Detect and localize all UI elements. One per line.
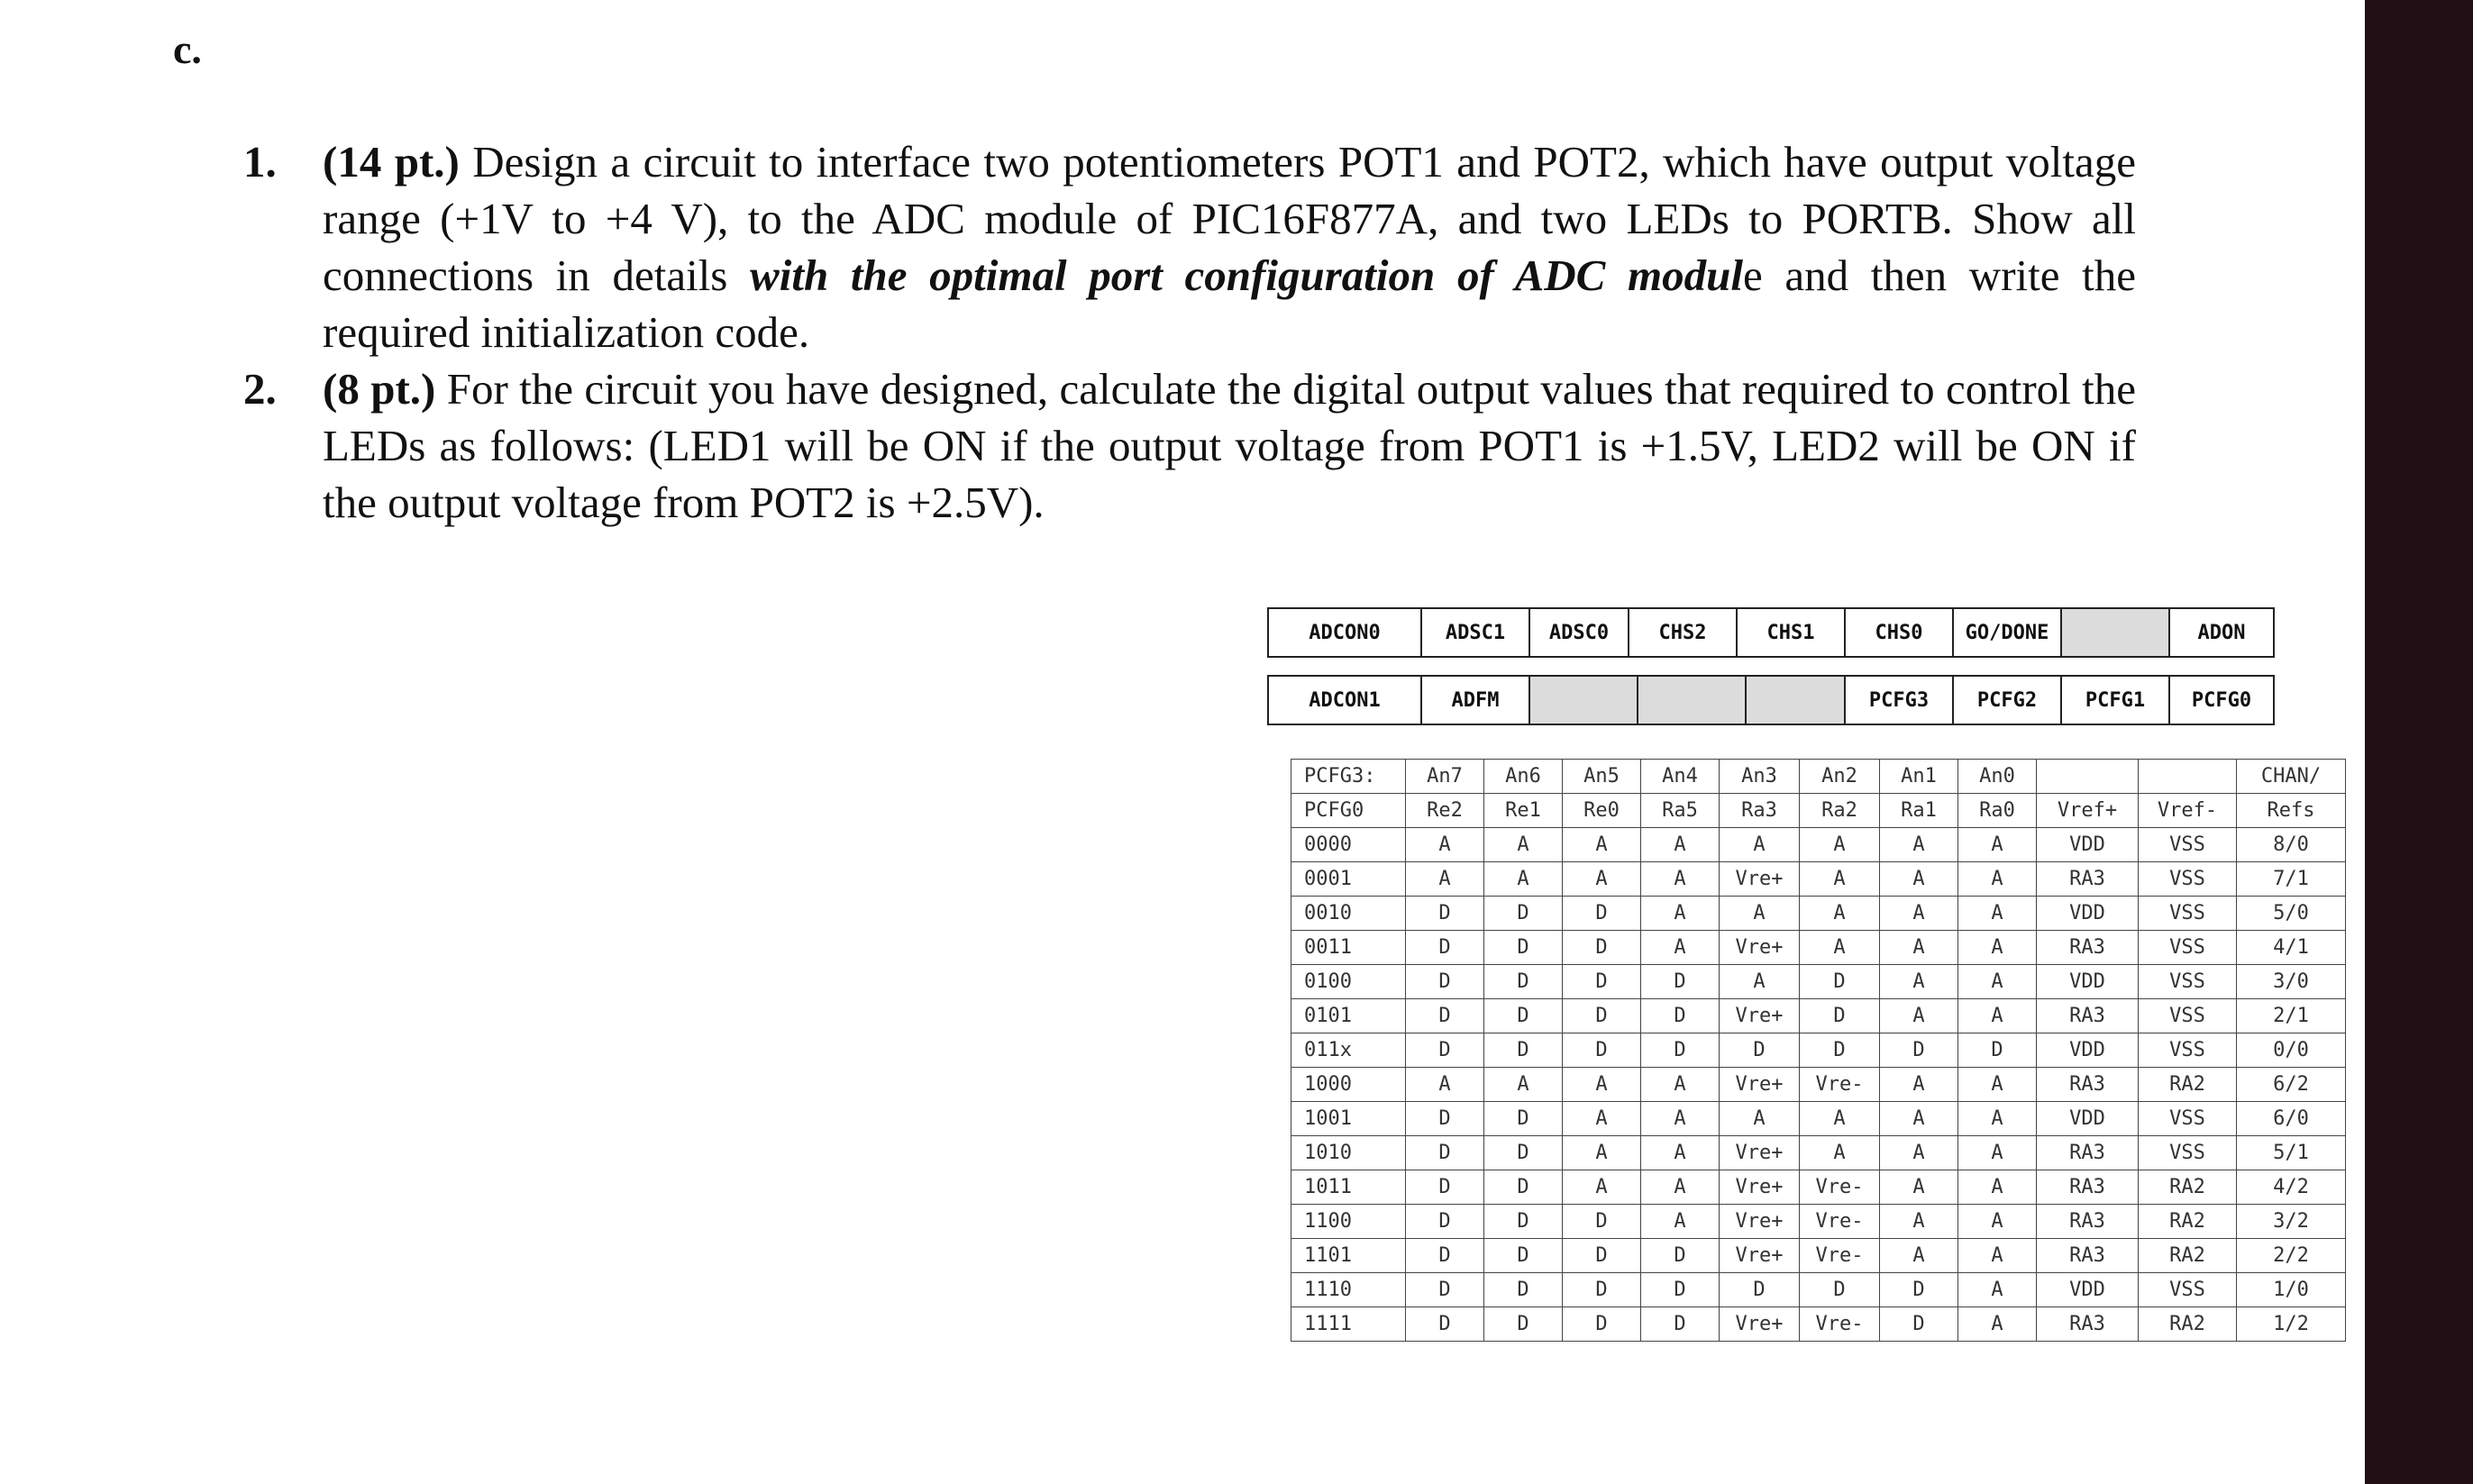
- table-cell: A: [1800, 828, 1880, 862]
- table-cell: A: [1406, 828, 1484, 862]
- table-row: [1291, 1307, 2346, 1342]
- table-cell: A: [1720, 897, 1800, 931]
- table-cell: VSS: [2139, 897, 2237, 931]
- table-cell: Vre+: [1720, 1136, 1800, 1170]
- register-cell: ADSC0: [1529, 608, 1629, 657]
- table-cell: D: [1641, 965, 1720, 999]
- table-cell: D: [1484, 1170, 1563, 1205]
- table-cell: VDD: [2037, 897, 2139, 931]
- table-cell: 3/0: [2237, 965, 2346, 999]
- table-cell: 0011: [1291, 931, 1406, 965]
- register-cell: PCFG1: [2061, 676, 2169, 724]
- table-cell: A: [1880, 862, 1958, 897]
- table-row: [1291, 897, 2346, 931]
- table-row: [1291, 1273, 2346, 1307]
- table-cell: D: [1880, 1033, 1958, 1068]
- table-cell: 1111: [1291, 1307, 1406, 1342]
- table-cell: D: [1880, 1307, 1958, 1342]
- table-header-cell: An3: [1720, 760, 1800, 794]
- question-points: (14 pt.): [323, 137, 460, 187]
- table-header-cell: An7: [1406, 760, 1484, 794]
- register-cell: CHS1: [1737, 608, 1845, 657]
- table-cell: A: [1800, 1102, 1880, 1136]
- table-cell: Vre-: [1800, 1068, 1880, 1102]
- table-cell: A: [1880, 1068, 1958, 1102]
- table-cell: 4/1: [2237, 931, 2346, 965]
- register-cell: PCFG0: [2169, 676, 2274, 724]
- table-cell: A: [1641, 931, 1720, 965]
- table-cell: 0010: [1291, 897, 1406, 931]
- table-cell: RA3: [2037, 862, 2139, 897]
- table-cell: D: [1563, 1307, 1641, 1342]
- table-cell: D: [1406, 897, 1484, 931]
- table-cell: A: [1800, 931, 1880, 965]
- table-cell: Vre+: [1720, 1068, 1800, 1102]
- table-cell: Vre+: [1720, 1170, 1800, 1205]
- table-cell: 0100: [1291, 965, 1406, 999]
- table-row: [1291, 965, 2346, 999]
- table-cell: 1100: [1291, 1205, 1406, 1239]
- table-row: [1291, 999, 2346, 1033]
- table-cell: 0/0: [2237, 1033, 2346, 1068]
- table-header-cell: Re1: [1484, 794, 1563, 828]
- question-number: 1.: [243, 137, 277, 187]
- table-cell: RA3: [2037, 931, 2139, 965]
- table-cell: Vre+: [1720, 931, 1800, 965]
- table-cell: A: [1880, 1205, 1958, 1239]
- table-cell: D: [1406, 999, 1484, 1033]
- table-cell: A: [1641, 828, 1720, 862]
- table-cell: D: [1406, 1170, 1484, 1205]
- table-header-cell: Ra2: [1800, 794, 1880, 828]
- table-row: [1291, 931, 2346, 965]
- table-cell: 4/2: [2237, 1170, 2346, 1205]
- table-cell: D: [1800, 1273, 1880, 1307]
- table-cell: A: [1641, 1170, 1720, 1205]
- table-cell: A: [1563, 1102, 1641, 1136]
- table-cell: VDD: [2037, 1033, 2139, 1068]
- table-header-cell: Refs: [2237, 794, 2346, 828]
- table-cell: D: [1880, 1273, 1958, 1307]
- table-cell: RA3: [2037, 1068, 2139, 1102]
- table-cell: RA3: [2037, 999, 2139, 1033]
- table-cell: 5/0: [2237, 897, 2346, 931]
- register-cell-unused: [1529, 676, 1638, 724]
- question-emphasis: with the optimal port configuration of ADC modul: [750, 250, 1743, 300]
- table-cell: A: [1958, 965, 2037, 999]
- table-row: [1291, 1033, 2346, 1068]
- table-cell: D: [1484, 1307, 1563, 1342]
- table-header-cell: Vref+: [2037, 794, 2139, 828]
- table-cell: 1/0: [2237, 1273, 2346, 1307]
- table-cell: 1011: [1291, 1170, 1406, 1205]
- table-cell: VDD: [2037, 828, 2139, 862]
- table-cell: D: [1406, 1136, 1484, 1170]
- table-cell: VSS: [2139, 965, 2237, 999]
- table-cell: A: [1800, 897, 1880, 931]
- table-cell: A: [1880, 931, 1958, 965]
- table-cell: 1101: [1291, 1239, 1406, 1273]
- table-cell: D: [1484, 1033, 1563, 1068]
- table-cell: D: [1406, 931, 1484, 965]
- register-cell: ADCON1: [1268, 676, 1421, 724]
- table-cell: Vre-: [1800, 1170, 1880, 1205]
- table-cell: A: [1958, 1170, 2037, 1205]
- table-cell: A: [1958, 1307, 2037, 1342]
- table-cell: RA3: [2037, 1205, 2139, 1239]
- table-cell: A: [1958, 828, 2037, 862]
- register-cell: PCFG3: [1845, 676, 1953, 724]
- table-cell: A: [1641, 862, 1720, 897]
- table-cell: A: [1958, 897, 2037, 931]
- question-1: [243, 133, 2136, 360]
- table-row: [1291, 862, 2346, 897]
- table-cell: A: [1880, 999, 1958, 1033]
- table-cell: D: [1484, 931, 1563, 965]
- table-row: [1291, 1205, 2346, 1239]
- table-cell: D: [1484, 1205, 1563, 1239]
- table-cell: D: [1641, 1033, 1720, 1068]
- table-header-cell: An5: [1563, 760, 1641, 794]
- table-cell: VSS: [2139, 1136, 2237, 1170]
- table-cell: D: [1563, 1033, 1641, 1068]
- table-cell: D: [1563, 931, 1641, 965]
- table-cell: A: [1800, 862, 1880, 897]
- table-header-cell: An1: [1880, 760, 1958, 794]
- table-cell: 1001: [1291, 1102, 1406, 1136]
- table-row: [1291, 1068, 2346, 1102]
- table-cell: D: [1641, 1273, 1720, 1307]
- table-cell: D: [1406, 1273, 1484, 1307]
- question-number: 2.: [243, 364, 277, 414]
- table-cell: D: [1720, 1273, 1800, 1307]
- table-cell: RA2: [2139, 1205, 2237, 1239]
- table-cell: A: [1720, 1102, 1800, 1136]
- table-cell: 2/2: [2237, 1239, 2346, 1273]
- table-cell: A: [1406, 862, 1484, 897]
- table-cell: A: [1641, 1102, 1720, 1136]
- table-cell: A: [1958, 1102, 2037, 1136]
- question-list: [243, 133, 2136, 531]
- table-cell: VSS: [2139, 999, 2237, 1033]
- table-cell: A: [1484, 1068, 1563, 1102]
- register-cell: ADCON0: [1268, 608, 1421, 657]
- table-row: [1291, 1170, 2346, 1205]
- table-cell: D: [1563, 1205, 1641, 1239]
- table-cell: Vre+: [1720, 1205, 1800, 1239]
- table-cell: 1/2: [2237, 1307, 2346, 1342]
- register-cell: ADFM: [1421, 676, 1529, 724]
- table-cell: A: [1880, 965, 1958, 999]
- table-cell: D: [1484, 999, 1563, 1033]
- table-cell: D: [1484, 897, 1563, 931]
- table-cell: A: [1958, 1205, 2037, 1239]
- table-cell: A: [1563, 1068, 1641, 1102]
- register-cell: CHS2: [1629, 608, 1737, 657]
- table-cell: 6/2: [2237, 1068, 2346, 1102]
- table-cell: VSS: [2139, 862, 2237, 897]
- adcon0-register: [1267, 607, 2275, 658]
- table-cell: 011x: [1291, 1033, 1406, 1068]
- table-row: [1291, 1239, 2346, 1273]
- table-header-cell: An6: [1484, 760, 1563, 794]
- table-cell: A: [1563, 828, 1641, 862]
- table-cell: 0001: [1291, 862, 1406, 897]
- question-text: [323, 133, 2136, 360]
- table-cell: A: [1720, 828, 1800, 862]
- table-cell: A: [1958, 931, 2037, 965]
- table-cell: A: [1880, 1136, 1958, 1170]
- table-cell: A: [1880, 1239, 1958, 1273]
- table-cell: Vre+: [1720, 862, 1800, 897]
- register-cell-unused: [2061, 608, 2169, 657]
- pcfg-configuration-table: [1291, 759, 2346, 1342]
- section-label: c.: [173, 26, 202, 72]
- table-cell: VSS: [2139, 1033, 2237, 1068]
- table-header-cell: An2: [1800, 760, 1880, 794]
- table-cell: A: [1958, 999, 2037, 1033]
- table-cell: RA2: [2139, 1068, 2237, 1102]
- table-cell: VSS: [2139, 1102, 2237, 1136]
- table-cell: 1010: [1291, 1136, 1406, 1170]
- table-header-cell: Ra0: [1958, 794, 2037, 828]
- table-cell: 1000: [1291, 1068, 1406, 1102]
- table-header-cell: [2139, 760, 2237, 794]
- table-header-cell: PCFG0: [1291, 794, 1406, 828]
- table-cell: A: [1484, 862, 1563, 897]
- table-cell: D: [1563, 965, 1641, 999]
- question-text: [323, 360, 2136, 531]
- table-cell: D: [1484, 965, 1563, 999]
- table-cell: A: [1880, 1102, 1958, 1136]
- dark-side-bar: [2365, 0, 2473, 1484]
- table-cell: A: [1641, 1136, 1720, 1170]
- table-cell: VSS: [2139, 931, 2237, 965]
- table-cell: D: [1800, 999, 1880, 1033]
- table-cell: D: [1641, 1239, 1720, 1273]
- register-cell: PCFG2: [1953, 676, 2061, 724]
- register-cell-unused: [1746, 676, 1845, 724]
- table-cell: VDD: [2037, 965, 2139, 999]
- register-cell: ADSC1: [1421, 608, 1529, 657]
- register-cell: GO/DONE: [1953, 608, 2061, 657]
- table-cell: D: [1800, 1033, 1880, 1068]
- table-header-cell: CHAN/: [2237, 760, 2346, 794]
- table-cell: D: [1484, 1273, 1563, 1307]
- table-header-cell: Ra3: [1720, 794, 1800, 828]
- table-cell: 5/1: [2237, 1136, 2346, 1170]
- table-cell: A: [1563, 1136, 1641, 1170]
- table-cell: RA2: [2139, 1170, 2237, 1205]
- table-header-row: [1291, 794, 2346, 828]
- table-header-cell: Re0: [1563, 794, 1641, 828]
- table-header-cell: Ra1: [1880, 794, 1958, 828]
- table-header-cell: [2037, 760, 2139, 794]
- table-cell: A: [1958, 1273, 2037, 1307]
- question-points: (8 pt.): [323, 364, 436, 414]
- table-cell: 1110: [1291, 1273, 1406, 1307]
- table-cell: RA3: [2037, 1170, 2139, 1205]
- table-cell: A: [1958, 862, 2037, 897]
- table-cell: A: [1958, 1068, 2037, 1102]
- table-cell: 0000: [1291, 828, 1406, 862]
- table-cell: A: [1880, 897, 1958, 931]
- register-cell: ADON: [2169, 608, 2274, 657]
- table-cell: 0101: [1291, 999, 1406, 1033]
- table-cell: 3/2: [2237, 1205, 2346, 1239]
- table-cell: VDD: [2037, 1102, 2139, 1136]
- question-body: Design a circuit to interface two potentiometers POT1 and POT2, which have output voltage range (+1V to +4 V), to the ADC module of PIC16F877A, and two LEDs to PORTB. Show all connections in details: [323, 137, 2136, 300]
- table-cell: RA3: [2037, 1239, 2139, 1273]
- table-cell: D: [1800, 965, 1880, 999]
- table-cell: A: [1958, 1136, 2037, 1170]
- table-cell: A: [1720, 965, 1800, 999]
- table-cell: RA2: [2139, 1239, 2237, 1273]
- table-cell: D: [1641, 999, 1720, 1033]
- table-cell: RA2: [2139, 1307, 2237, 1342]
- table-row: [1291, 1102, 2346, 1136]
- table-cell: A: [1641, 1068, 1720, 1102]
- question-body: For the circuit you have designed, calculate the digital output values that required to control the LEDs as follows: (LED1 will be ON if the output voltage from POT1 is +1.5V, LED2 will be ON if the output voltage from POT2 is +2.5V).: [323, 364, 2136, 527]
- table-cell: D: [1406, 965, 1484, 999]
- table-cell: Vre-: [1800, 1307, 1880, 1342]
- table-cell: Vre-: [1800, 1239, 1880, 1273]
- table-cell: RA3: [2037, 1307, 2139, 1342]
- table-cell: D: [1563, 999, 1641, 1033]
- table-cell: D: [1563, 897, 1641, 931]
- table-cell: D: [1406, 1307, 1484, 1342]
- table-cell: D: [1484, 1102, 1563, 1136]
- table-cell: D: [1406, 1239, 1484, 1273]
- table-cell: Vre-: [1800, 1205, 1880, 1239]
- table-cell: D: [1641, 1307, 1720, 1342]
- table-cell: A: [1563, 862, 1641, 897]
- table-cell: A: [1880, 1170, 1958, 1205]
- table-cell: D: [1563, 1239, 1641, 1273]
- table-cell: 6/0: [2237, 1102, 2346, 1136]
- table-cell: 8/0: [2237, 828, 2346, 862]
- table-cell: RA3: [2037, 1136, 2139, 1170]
- register-cell-unused: [1638, 676, 1746, 724]
- table-cell: VSS: [2139, 1273, 2237, 1307]
- table-cell: D: [1958, 1033, 2037, 1068]
- table-cell: 7/1: [2237, 862, 2346, 897]
- table-header-cell: An4: [1641, 760, 1720, 794]
- table-cell: Vre+: [1720, 1239, 1800, 1273]
- register-cell: CHS0: [1845, 608, 1953, 657]
- table-cell: D: [1406, 1033, 1484, 1068]
- table-header-cell: An0: [1958, 760, 2037, 794]
- table-cell: A: [1641, 1205, 1720, 1239]
- table-cell: A: [1800, 1136, 1880, 1170]
- table-header-cell: PCFG3:: [1291, 760, 1406, 794]
- table-cell: D: [1563, 1273, 1641, 1307]
- table-cell: D: [1406, 1205, 1484, 1239]
- table-cell: A: [1563, 1170, 1641, 1205]
- table-cell: VSS: [2139, 828, 2237, 862]
- table-cell: Vre+: [1720, 999, 1800, 1033]
- table-header-cell: Re2: [1406, 794, 1484, 828]
- table-header-cell: Vref-: [2139, 794, 2237, 828]
- table-cell: A: [1880, 828, 1958, 862]
- table-cell: D: [1406, 1102, 1484, 1136]
- table-cell: Vre+: [1720, 1307, 1800, 1342]
- question-2: [243, 360, 2136, 531]
- table-header-cell: Ra5: [1641, 794, 1720, 828]
- table-cell: A: [1484, 828, 1563, 862]
- table-header-row: [1291, 760, 2346, 794]
- table-cell: D: [1484, 1239, 1563, 1273]
- table-cell: D: [1720, 1033, 1800, 1068]
- question-body-end: e and then write the required initialization code.: [323, 250, 2136, 357]
- table-cell: D: [1484, 1136, 1563, 1170]
- table-cell: A: [1406, 1068, 1484, 1102]
- table-cell: A: [1641, 897, 1720, 931]
- table-cell: 2/1: [2237, 999, 2346, 1033]
- table-cell: VDD: [2037, 1273, 2139, 1307]
- adcon1-register: [1267, 675, 2275, 725]
- table-row: [1291, 1136, 2346, 1170]
- table-row: [1291, 828, 2346, 862]
- table-cell: A: [1958, 1239, 2037, 1273]
